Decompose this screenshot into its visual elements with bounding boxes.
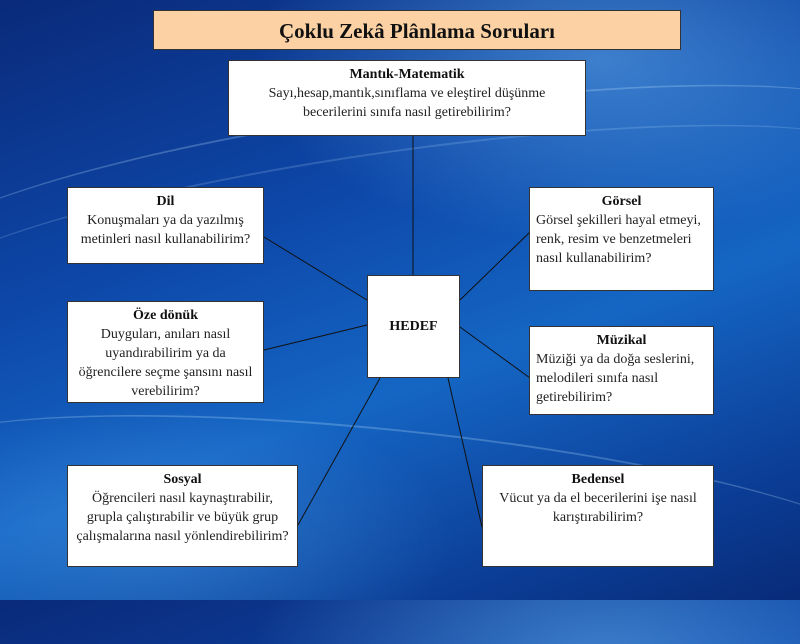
node-text: Vücut ya da el becerilerini işe nasıl karıştırabilirim?	[499, 491, 697, 525]
node-text: Sayı,hesap,mantık,sınıflama ve eleştirel düşünme becerilerini sınıfa nasıl getirebilirim?	[268, 86, 546, 120]
connector-oze	[264, 325, 367, 350]
node-heading: Bedensel	[571, 472, 625, 487]
node-text: Konuşmaları ya da yazılmış metinleri nasıl kullanabilirim?	[80, 213, 251, 247]
center-node-hedef: HEDEF	[367, 275, 460, 378]
node-gorsel	[529, 187, 714, 291]
node-heading: Dil	[156, 194, 175, 209]
node-mantik-matematik	[228, 60, 586, 136]
node-heading: Müzikal	[596, 333, 647, 348]
node-heading: Öze dönük	[133, 308, 198, 323]
node-text: Müziği ya da doğa seslerini, melodileri sınıfa nasıl getirebilirim?	[536, 352, 695, 405]
node-text: Görsel şekilleri hayal etmeyi, renk, resim ve benzetmeleri nasıl kullanabilirim?	[536, 213, 701, 266]
node-text: Öğrencileri nasıl kaynaştırabilir, grupla çalıştırabilir ve büyük grup çalışmalarına nasıl yönlendirebilirim?	[76, 491, 289, 544]
node-heading: Görsel	[601, 194, 642, 209]
node-heading: Mantık-Matematik	[349, 67, 465, 82]
node-sosyal	[67, 465, 298, 567]
connector-muzikal	[460, 327, 530, 378]
node-text: Duyguları, anıları nasıl uyandırabilirim ya da öğrencilere seçme şansını nasıl verebilirim?	[78, 327, 253, 399]
connector-gorsel	[460, 232, 530, 300]
page-title: Çoklu Zekâ Plânlama Soruları	[153, 10, 681, 50]
node-bedensel	[482, 465, 714, 567]
connector-bedensel	[448, 378, 482, 527]
node-oze-donuk	[67, 301, 264, 403]
connector-sosyal	[298, 378, 380, 525]
connector-dil	[264, 237, 367, 300]
node-muzikal	[529, 326, 714, 415]
node-dil	[67, 187, 264, 264]
node-heading: Sosyal	[163, 472, 202, 487]
